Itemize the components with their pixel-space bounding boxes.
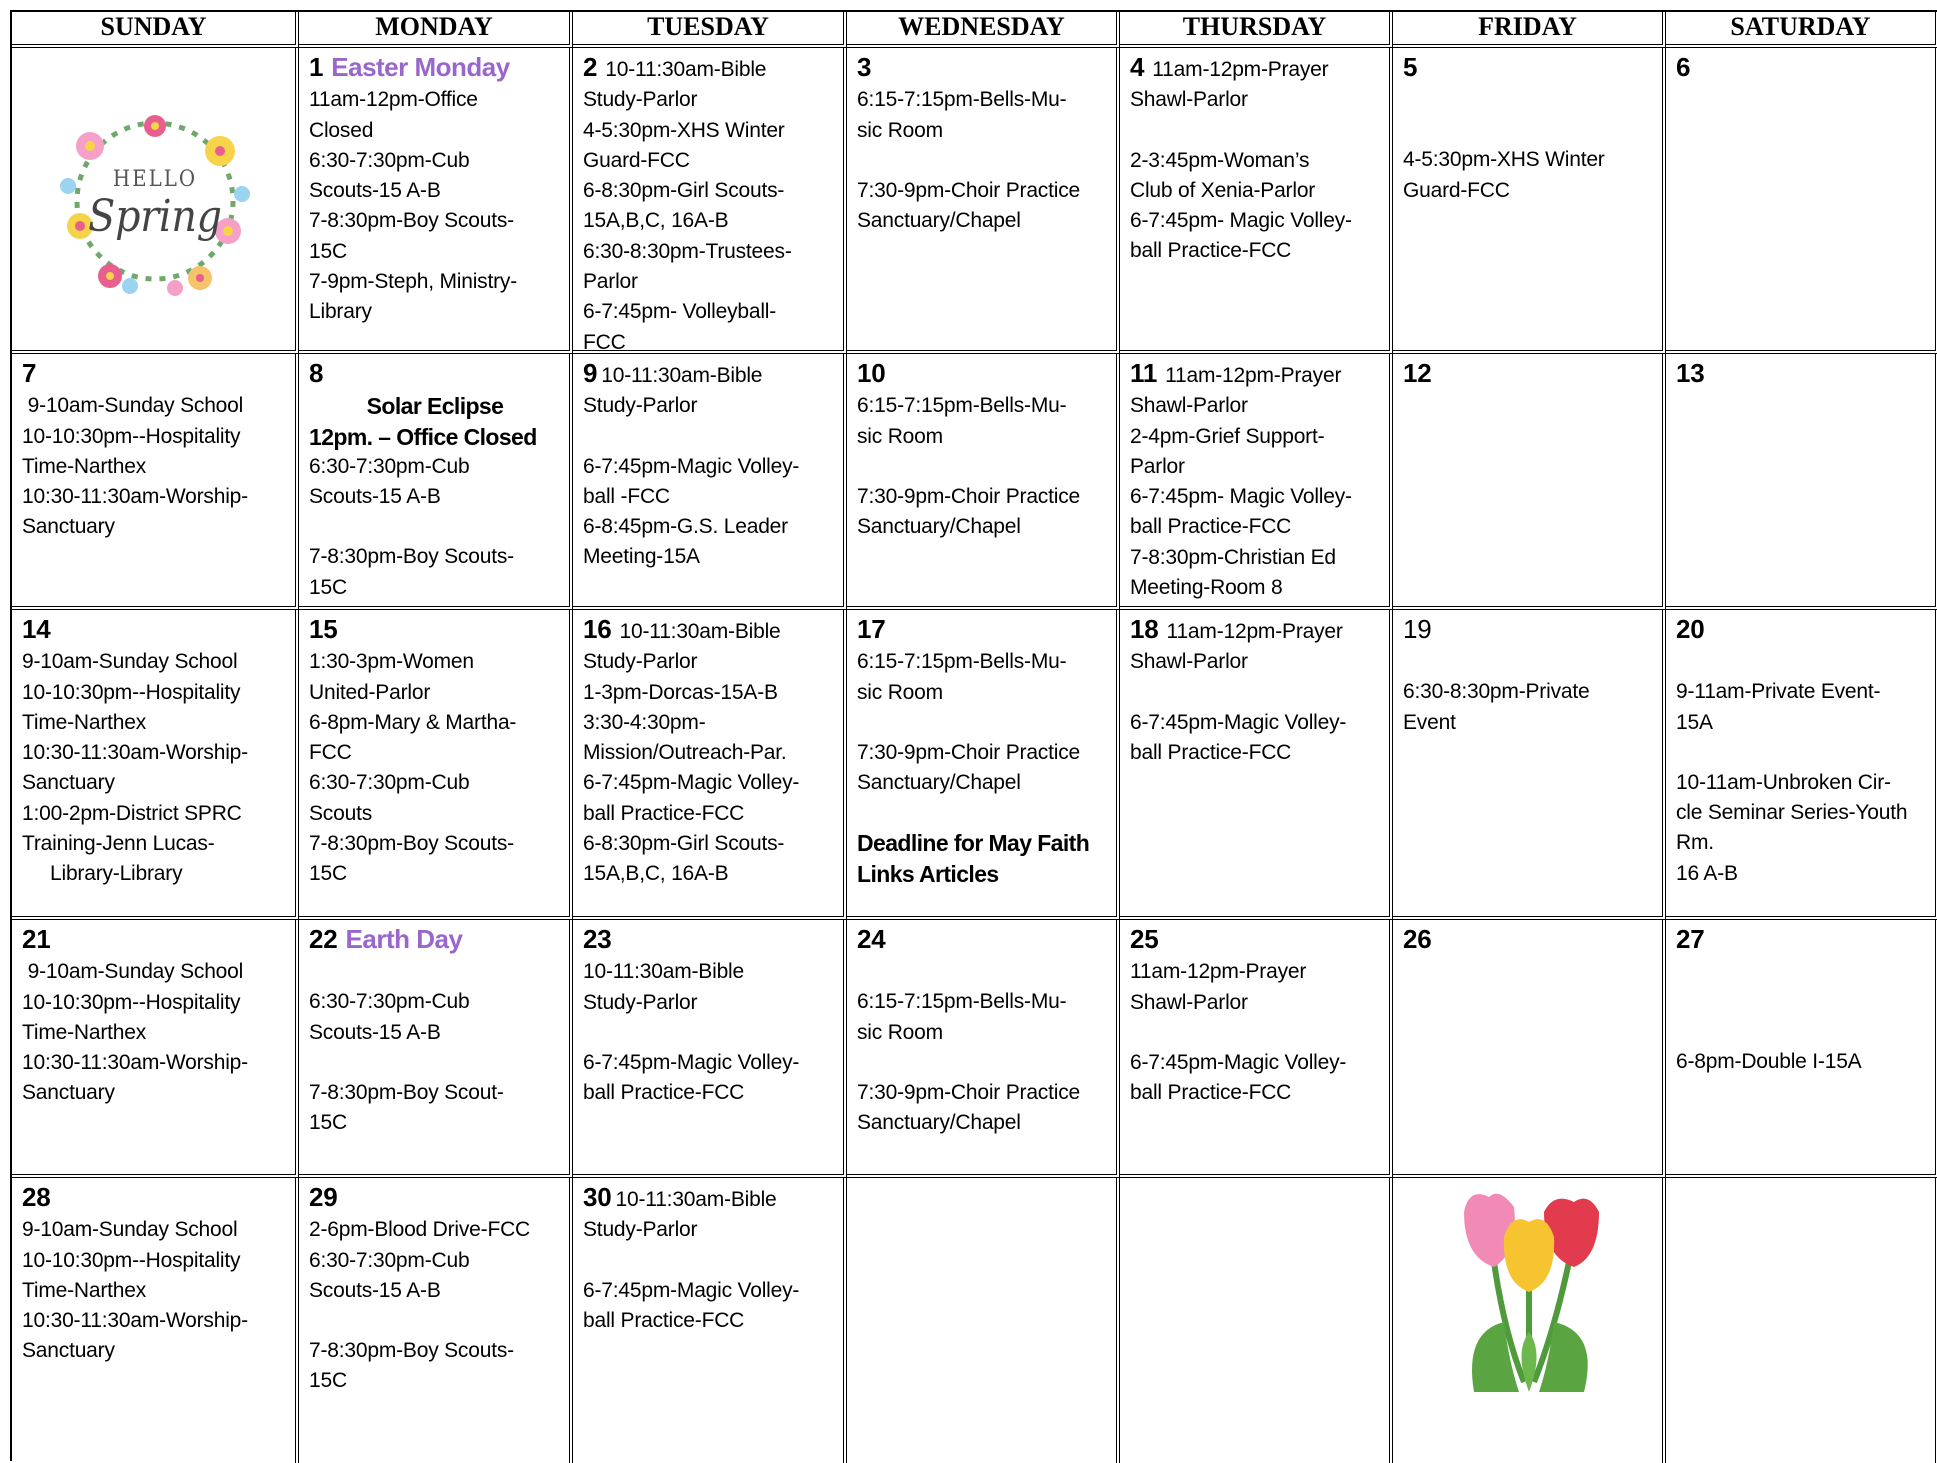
event-line: 7-8:30pm-Boy Scout- xyxy=(309,1080,504,1104)
event-line: ball Practice-FCC xyxy=(1130,515,1292,539)
event-line: Study-Parlor xyxy=(583,650,698,674)
event-line: Shawl-Parlor xyxy=(1130,650,1248,674)
event-line: Time-Narthex xyxy=(22,710,147,734)
event-line: 15C xyxy=(309,862,347,886)
event-line: sic Room xyxy=(857,118,943,142)
day-number: 8 xyxy=(309,358,324,388)
event-line: 15A xyxy=(1676,710,1713,734)
event-line: 10-10:30pm--Hospitality xyxy=(22,1248,241,1272)
event-line: 11am-12pm-Prayer xyxy=(1165,364,1342,387)
event-line xyxy=(857,1048,1108,1078)
event-line: Time-Narthex xyxy=(22,1020,147,1044)
day-number: 29 xyxy=(309,1182,338,1212)
day-number: 9 xyxy=(583,358,598,388)
event-line: 16 A-B xyxy=(1676,861,1738,885)
header-tuesday: TUESDAY xyxy=(573,12,847,48)
event-line: 6-7:45pm-Magic Volley- xyxy=(1130,710,1347,734)
event-line: Scouts xyxy=(309,801,372,825)
event-line: 6:30-7:30pm-Cub xyxy=(309,771,470,795)
day-cell-20[interactable] xyxy=(1666,610,1937,920)
day-cell-blank xyxy=(12,48,299,354)
event-line: sic Room xyxy=(857,424,943,448)
event-line: 1:30-3pm-Women xyxy=(309,650,474,674)
day-cell-17[interactable] xyxy=(847,610,1120,920)
day-number: 18 xyxy=(1130,614,1159,644)
day-number: 10 xyxy=(857,358,886,388)
day-number: 19 xyxy=(1403,614,1432,644)
day-cell-6[interactable] xyxy=(1666,48,1937,354)
svg-text:HELLO: HELLO xyxy=(112,167,197,192)
event-line: FCC xyxy=(583,330,626,354)
event-line: 10-11:30am-Bible xyxy=(605,58,767,81)
event-line: sic Room xyxy=(857,680,943,704)
event-line xyxy=(1676,987,1927,1017)
day-cell-blank xyxy=(1393,1178,1666,1463)
event-line: ball Practice-FCC xyxy=(583,1081,745,1105)
event-line: 4-5:30pm-XHS Winter xyxy=(1403,148,1605,172)
event-line: Meeting-Room 8 xyxy=(1130,576,1283,600)
event-line: Sanctuary xyxy=(22,1339,115,1363)
deadline-note-line-1: Deadline for May Faith xyxy=(857,830,1090,857)
day-number: 21 xyxy=(22,924,51,954)
event-line: Sanctuary xyxy=(22,1081,115,1105)
day-number: 20 xyxy=(1676,614,1705,644)
day-cell-15[interactable] xyxy=(299,610,573,920)
header-monday: MONDAY xyxy=(299,12,573,48)
day-cell-14[interactable] xyxy=(12,610,299,920)
event-line: Study-Parlor xyxy=(583,394,698,418)
day-cell-blank xyxy=(1666,1178,1937,1463)
event-line: 15A,B,C, 16A-B xyxy=(583,862,729,886)
header-saturday: SATURDAY xyxy=(1666,12,1937,48)
day-cell-21[interactable] xyxy=(12,920,299,1178)
event-line: 6-8:30pm-Girl Scouts- xyxy=(583,832,785,856)
event-line: ball Practice-FCC xyxy=(1130,1081,1292,1105)
event-line xyxy=(1130,1018,1381,1048)
event-line xyxy=(1676,647,1927,677)
day-number: 14 xyxy=(22,614,51,644)
day-cell-30[interactable] xyxy=(573,1178,847,1463)
header-wednesday: WEDNESDAY xyxy=(847,12,1120,48)
hello-spring-image xyxy=(50,106,260,296)
event-line xyxy=(1403,647,1654,677)
event-line: 6:15-7:15pm-Bells-Mu- xyxy=(857,88,1067,112)
event-line: Shawl-Parlor xyxy=(1130,394,1248,418)
event-line xyxy=(1403,85,1654,115)
event-line: Event xyxy=(1403,710,1456,734)
event-line: Scouts-15 A-B xyxy=(309,1020,441,1044)
event-line: Parlor xyxy=(1130,454,1185,478)
day-number: 23 xyxy=(583,924,612,954)
day-cell-10[interactable] xyxy=(847,354,1120,610)
day-number: 7 xyxy=(22,358,37,388)
event-line: 15A,B,C, 16A-B xyxy=(583,209,729,233)
day-cell-18[interactable] xyxy=(1120,610,1393,920)
event-note: 12pm. – Office Closed xyxy=(309,423,537,450)
event-line: 6-7:45pm-Magic Volley- xyxy=(583,1278,800,1302)
day-cell-28[interactable] xyxy=(12,1178,299,1463)
event-line: 2-6pm-Blood Drive-FCC xyxy=(309,1218,531,1242)
event-line: Sanctuary/Chapel xyxy=(857,515,1021,539)
event-line: Closed xyxy=(309,118,374,142)
event-line: 10-11am-Unbroken Cir- xyxy=(1676,770,1891,794)
day-number: 27 xyxy=(1676,924,1705,954)
svg-text:Spring: Spring xyxy=(87,191,222,242)
event-line: 10-10:30pm--Hospitality xyxy=(22,680,241,704)
day-cell-22[interactable] xyxy=(299,920,573,1178)
day-number: 24 xyxy=(857,924,886,954)
day-number: 26 xyxy=(1403,924,1432,954)
day-cell-27[interactable] xyxy=(1666,920,1937,1178)
day-cell-5[interactable] xyxy=(1393,48,1666,354)
event-line: 6-8pm-Double I-15A xyxy=(1676,1050,1862,1074)
event-line: Time-Narthex xyxy=(22,454,147,478)
day-cell-4[interactable] xyxy=(1120,48,1393,354)
event-line: 3:30-4:30pm- xyxy=(583,710,706,734)
event-line: 1-3pm-Dorcas-15A-B xyxy=(583,680,778,704)
event-line: Guard-FCC xyxy=(583,148,690,172)
event-line: Parlor xyxy=(583,270,638,294)
event-line: Study-Parlor xyxy=(583,990,698,1014)
event-line: Shawl-Parlor xyxy=(1130,990,1248,1014)
event-line xyxy=(1130,678,1381,708)
event-line: sic Room xyxy=(857,1020,943,1044)
event-line xyxy=(857,708,1108,738)
day-number: 3 xyxy=(857,52,872,82)
day-cell-9[interactable] xyxy=(573,354,847,610)
event-line: Mission/Outreach-Par. xyxy=(583,741,787,765)
event-line: 10:30-11:30am-Worship- xyxy=(22,1051,248,1075)
event-line: 2-3:45pm-Woman’s xyxy=(1130,148,1310,172)
event-line: Guard-FCC xyxy=(1403,178,1510,202)
event-line: 10-10:30pm--Hospitality xyxy=(22,990,241,1014)
day-number: 1 xyxy=(309,52,324,82)
day-cell-13[interactable] xyxy=(1666,354,1937,610)
event-line: ball Practice-FCC xyxy=(583,801,745,825)
event-line: Sanctuary xyxy=(22,771,115,795)
event-line: 9-11am-Private Event- xyxy=(1676,680,1881,704)
event-line: 6-7:45pm-Magic Volley- xyxy=(583,771,800,795)
day-number: 11 xyxy=(1130,358,1158,388)
event-line: 6:30-7:30pm-Cub xyxy=(309,990,470,1014)
event-line: 6:15-7:15pm-Bells-Mu- xyxy=(857,650,1067,674)
day-cell-26[interactable] xyxy=(1393,920,1666,1178)
day-number: 12 xyxy=(1403,358,1432,388)
day-cell-2[interactable] xyxy=(573,48,847,354)
event-line: 11am-12pm-Prayer xyxy=(1166,620,1343,643)
event-line: 6:30-7:30pm-Cub xyxy=(309,148,470,172)
event-line xyxy=(1403,115,1654,145)
event-line: Study-Parlor xyxy=(583,1218,698,1242)
event-line: 6-7:45pm-Magic Volley- xyxy=(1130,1050,1347,1074)
day-number: 28 xyxy=(22,1182,51,1212)
event-line: 6:30-8:30pm-Private xyxy=(1403,680,1590,704)
event-line: Library-Library xyxy=(50,862,183,886)
day-number: 6 xyxy=(1676,52,1691,82)
event-line xyxy=(309,1048,561,1078)
event-line: 7-9pm-Steph, Ministry- xyxy=(309,270,517,294)
event-line xyxy=(583,1018,835,1048)
event-line xyxy=(857,146,1108,176)
event-line: 7:30-9pm-Choir Practice xyxy=(857,178,1080,202)
event-line: 11am-12pm-Office xyxy=(309,88,478,112)
day-cell-7[interactable] xyxy=(12,354,299,610)
event-line: Rm. xyxy=(1676,831,1714,855)
event-line: Sanctuary/Chapel xyxy=(857,209,1021,233)
day-cell-19[interactable] xyxy=(1393,610,1666,920)
event-line: 7:30-9pm-Choir Practice xyxy=(857,740,1080,764)
event-line: 6:30-7:30pm-Cub xyxy=(309,454,470,478)
event-line: Scouts-15 A-B xyxy=(309,485,441,509)
event-line: 6-7:45pm-Magic Volley- xyxy=(583,1050,800,1074)
event-line: 7-8:30pm-Boy Scouts- xyxy=(309,209,514,233)
event-line: 6-7:45pm- Magic Volley- xyxy=(1130,485,1352,509)
day-number: 16 xyxy=(583,614,612,644)
day-number: 30 xyxy=(583,1182,612,1212)
event-line: Training-Jenn Lucas- xyxy=(22,832,215,856)
event-line: 15C xyxy=(309,1369,347,1393)
event-line: ball Practice-FCC xyxy=(583,1308,745,1332)
day-cell-25[interactable] xyxy=(1120,920,1393,1178)
event-line: 6-7:45pm-Magic Volley- xyxy=(583,454,800,478)
event-line: 7-8:30pm-Boy Scouts- xyxy=(309,1339,514,1363)
event-line xyxy=(1676,957,1927,987)
event-line xyxy=(309,512,561,542)
day-cell-3[interactable] xyxy=(847,48,1120,354)
event-line: 10:30-11:30am-Worship- xyxy=(22,485,248,509)
event-line: ball Practice-FCC xyxy=(1130,239,1292,263)
day-cell-12[interactable] xyxy=(1393,354,1666,610)
event-line: 2-4pm-Grief Support- xyxy=(1130,424,1325,448)
event-line: 6-8:30pm-Girl Scouts- xyxy=(583,179,785,203)
day-number: 15 xyxy=(309,614,338,644)
event-line: ball Practice-FCC xyxy=(1130,740,1292,764)
day-cell-29[interactable] xyxy=(299,1178,573,1463)
day-number: 2 xyxy=(583,52,598,82)
event-line: Meeting-15A xyxy=(583,545,700,569)
holiday-label: Easter Monday xyxy=(331,52,510,82)
event-line: 9-10am-Sunday School xyxy=(22,650,238,674)
event-line: 6-8:45pm-G.S. Leader xyxy=(583,515,788,539)
tulips-image xyxy=(1434,1182,1624,1392)
event-line: 10-11:30am-Bible xyxy=(601,364,763,387)
event-title: Solar Eclipse xyxy=(366,393,504,420)
event-line: Scouts-15 A-B xyxy=(309,179,441,203)
event-line: 6-8pm-Mary & Martha- xyxy=(309,710,517,734)
event-line: 15C xyxy=(309,1111,347,1135)
calendar-grid xyxy=(10,10,1937,1461)
event-line: 6:15-7:15pm-Bells-Mu- xyxy=(857,394,1067,418)
event-line: 10:30-11:30am-Worship- xyxy=(22,741,248,765)
day-cell-16[interactable] xyxy=(573,610,847,920)
event-line: Shawl-Parlor xyxy=(1130,88,1248,112)
day-number: 25 xyxy=(1130,924,1159,954)
event-line: 11am-12pm-Prayer xyxy=(1152,58,1329,81)
event-line: Time-Narthex xyxy=(22,1278,147,1302)
event-line: Sanctuary xyxy=(22,515,115,539)
event-line: 10-11:30am-Bible xyxy=(615,1188,777,1211)
event-line: 1:00-2pm-District SPRC xyxy=(22,801,242,825)
event-line: 9-10am-Sunday School xyxy=(22,1218,238,1242)
event-line: 15C xyxy=(309,239,347,263)
event-line: Sanctuary/Chapel xyxy=(857,1111,1021,1135)
event-line xyxy=(1676,1017,1927,1047)
event-line: 6-7:45pm- Magic Volley- xyxy=(1130,209,1352,233)
event-line: cle Seminar Series-Youth xyxy=(1676,801,1908,825)
event-line xyxy=(583,1246,835,1276)
event-line: 7-8:30pm-Boy Scouts- xyxy=(309,832,514,856)
day-cell-blank xyxy=(847,1178,1120,1463)
day-cell-blank xyxy=(1120,1178,1393,1463)
event-line: Scouts-15 A-B xyxy=(309,1278,441,1302)
header-thursday: THURSDAY xyxy=(1120,12,1393,48)
event-line: 4-5:30pm-XHS Winter xyxy=(583,118,785,142)
event-line: 10:30-11:30am-Worship- xyxy=(22,1309,248,1333)
event-line: 6:15-7:15pm-Bells-Mu- xyxy=(857,990,1067,1014)
day-number: 17 xyxy=(857,614,886,644)
event-line: 10-11:30am-Bible xyxy=(619,620,781,643)
day-number: 13 xyxy=(1676,358,1705,388)
event-line: 7-8:30pm-Boy Scouts- xyxy=(309,545,514,569)
day-cell-11[interactable] xyxy=(1120,354,1393,610)
event-line xyxy=(583,422,835,452)
event-line xyxy=(1676,738,1927,768)
event-line: 11am-12pm-Prayer xyxy=(1130,960,1307,984)
day-number: 4 xyxy=(1130,52,1145,82)
day-cell-23[interactable] xyxy=(573,920,847,1178)
event-line: ball -FCC xyxy=(583,484,670,508)
event-line: Sanctuary/Chapel xyxy=(857,771,1021,795)
event-line: 6-7:45pm- Volleyball- xyxy=(583,300,777,324)
event-line: 7-8:30pm-Christian Ed xyxy=(1130,545,1336,569)
event-line: 7:30-9pm-Choir Practice xyxy=(857,1080,1080,1104)
event-line: 15C xyxy=(309,575,347,599)
event-line: 6:30-8:30pm-Trustees- xyxy=(583,239,792,263)
event-line xyxy=(857,798,1108,828)
event-line: Club of Xenia-Parlor xyxy=(1130,178,1316,202)
event-line: 10-11:30am-Bible xyxy=(583,960,745,984)
event-line: FCC xyxy=(309,741,352,765)
event-line: 6:30-7:30pm-Cub xyxy=(309,1248,470,1272)
event-line xyxy=(1130,116,1381,146)
day-cell-8[interactable] xyxy=(299,354,573,610)
header-sunday: SUNDAY xyxy=(12,12,299,48)
event-line xyxy=(857,452,1108,482)
event-line xyxy=(857,957,1108,987)
holiday-label: Earth Day xyxy=(345,924,463,954)
event-line: 7:30-9pm-Choir Practice xyxy=(857,484,1080,508)
day-number: 5 xyxy=(1403,52,1418,82)
event-line: 9-10am-Sunday School xyxy=(22,960,244,984)
event-line xyxy=(309,957,561,987)
day-cell-1[interactable] xyxy=(299,48,573,354)
event-line: United-Parlor xyxy=(309,680,431,704)
day-cell-24[interactable] xyxy=(847,920,1120,1178)
event-line xyxy=(309,1306,561,1336)
event-line: Study-Parlor xyxy=(583,88,698,112)
event-line: 10-10:30pm--Hospitality xyxy=(22,424,241,448)
day-number: 22 xyxy=(309,924,338,954)
event-line: Library xyxy=(309,300,372,324)
header-friday: FRIDAY xyxy=(1393,12,1666,48)
deadline-note-line-2: Links Articles xyxy=(857,860,999,887)
event-line: 9-10am-Sunday School xyxy=(22,394,244,418)
